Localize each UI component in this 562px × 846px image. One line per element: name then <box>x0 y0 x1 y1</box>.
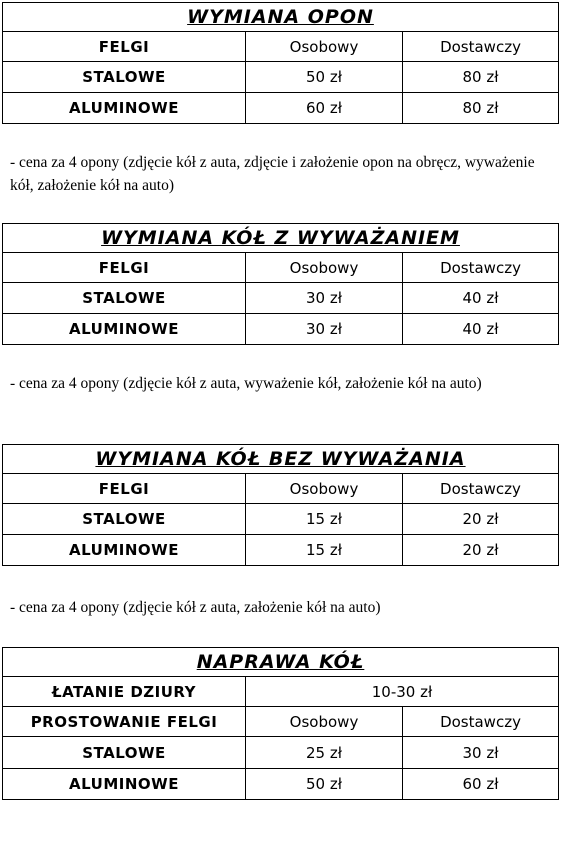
price-passenger: 50 zł <box>246 62 403 93</box>
column-header-rims: FELGI <box>3 253 246 283</box>
price-passenger: 30 zł <box>246 314 403 345</box>
table-row <box>3 504 559 535</box>
price-van: 40 zł <box>403 283 559 314</box>
price-passenger: 15 zł <box>246 535 403 566</box>
table-row <box>3 737 559 769</box>
column-header-van: Dostawczy <box>403 474 559 504</box>
wheel-change-balancing-table <box>2 223 559 345</box>
price-note: - cena za 4 opony (zdjęcie kół z auta, zdjęcie i założenie opon na obręcz, wyważenie kół, założenie kół na auto) <box>10 154 535 194</box>
wheel-change-no-balancing-table <box>2 444 559 566</box>
column-header-passenger: Osobowy <box>246 32 403 62</box>
row-label-patching: ŁATANIE DZIURY <box>3 677 246 707</box>
table-row <box>3 93 559 124</box>
row-label-steel: STALOWE <box>3 283 246 314</box>
column-header-passenger: Osobowy <box>246 707 403 737</box>
table-title: WYMIANA KÓŁ BEZ WYWAŻANIA <box>3 445 559 474</box>
row-label-steel: STALOWE <box>3 504 246 535</box>
table-title: WYMIANA OPON <box>3 3 559 32</box>
tire-change-table <box>2 2 559 124</box>
column-header-van: Dostawczy <box>403 253 559 283</box>
table-row <box>3 62 559 93</box>
table-title: NAPRAWA KÓŁ <box>3 648 559 677</box>
price-patching: 10-30 zł <box>246 677 559 707</box>
table-row <box>3 677 559 707</box>
price-van: 20 zł <box>403 535 559 566</box>
price-passenger: 50 zł <box>246 769 403 800</box>
row-label-aluminum: ALUMINOWE <box>3 93 246 124</box>
column-header-passenger: Osobowy <box>246 474 403 504</box>
price-van: 80 zł <box>403 93 559 124</box>
row-label-aluminum: ALUMINOWE <box>3 314 246 345</box>
price-passenger: 30 zł <box>246 283 403 314</box>
price-van: 30 zł <box>403 737 559 769</box>
column-header-van: Dostawczy <box>403 32 559 62</box>
wheel-repair-table <box>2 647 559 800</box>
row-label-steel: STALOWE <box>3 737 246 769</box>
price-note: - cena za 4 opony (zdjęcie kół z auta, wyważenie kół, założenie kół na auto) <box>10 375 482 392</box>
column-header-van: Dostawczy <box>403 707 559 737</box>
row-label-aluminum: ALUMINOWE <box>3 769 246 800</box>
price-passenger: 60 zł <box>246 93 403 124</box>
column-header-rim-straightening: PROSTOWANIE FELGI <box>3 707 246 737</box>
row-label-aluminum: ALUMINOWE <box>3 535 246 566</box>
price-van: 60 zł <box>403 769 559 800</box>
column-header-passenger: Osobowy <box>246 253 403 283</box>
table-row <box>3 283 559 314</box>
price-passenger: 15 zł <box>246 504 403 535</box>
row-label-steel: STALOWE <box>3 62 246 93</box>
column-header-rims: FELGI <box>3 32 246 62</box>
price-van: 20 zł <box>403 504 559 535</box>
table-row <box>3 769 559 800</box>
table-row <box>3 314 559 345</box>
table-row <box>3 535 559 566</box>
table-title: WYMIANA KÓŁ Z WYWAŻANIEM <box>3 224 559 253</box>
price-note: - cena za 4 opony (zdjęcie kół z auta, założenie kół na auto) <box>10 599 381 616</box>
column-header-rims: FELGI <box>3 474 246 504</box>
price-van: 80 zł <box>403 62 559 93</box>
price-passenger: 25 zł <box>246 737 403 769</box>
price-van: 40 zł <box>403 314 559 345</box>
